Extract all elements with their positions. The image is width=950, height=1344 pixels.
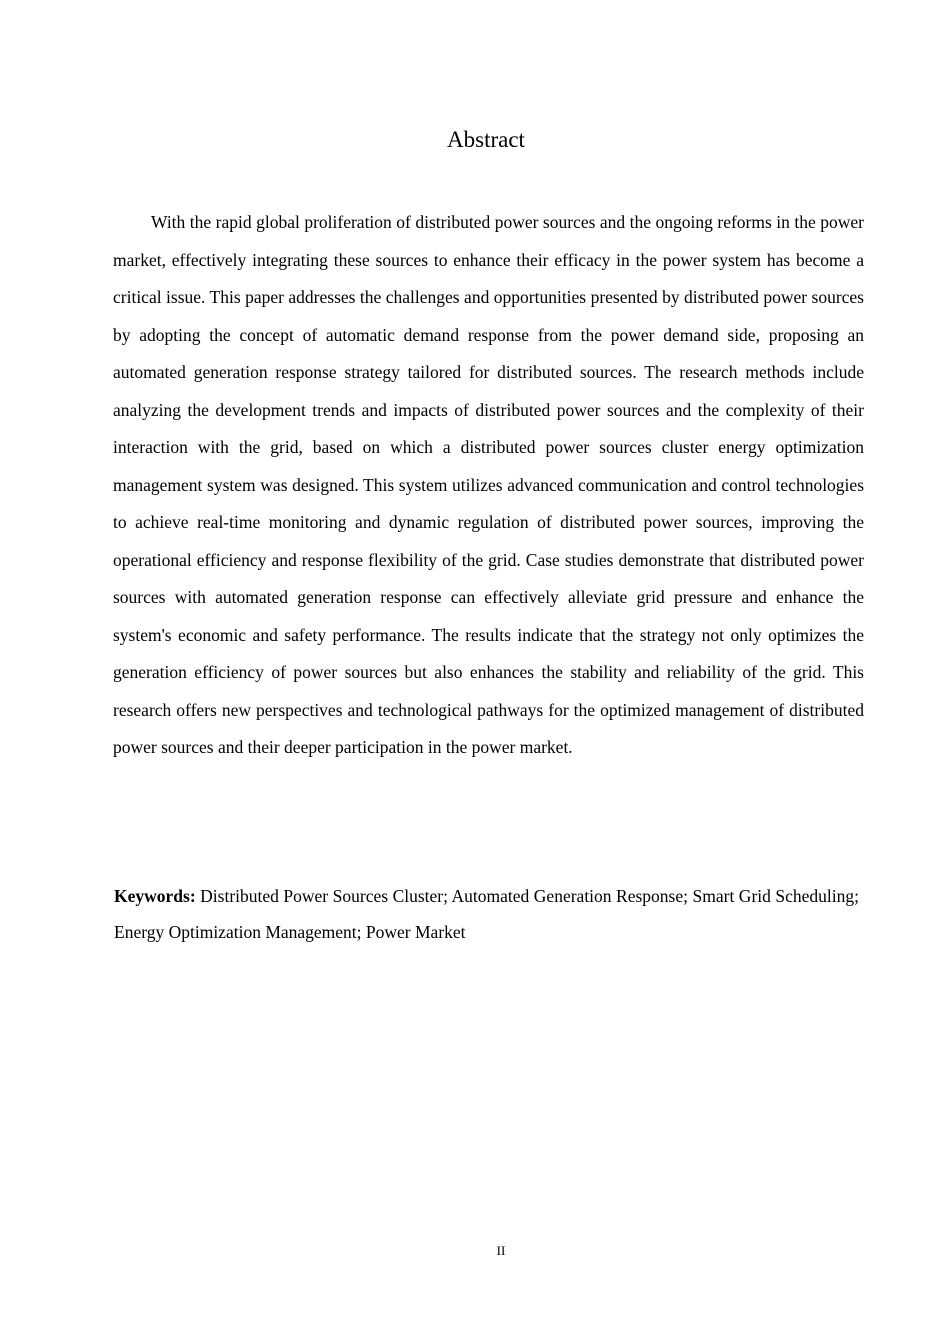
abstract-body: With the rapid global proliferation of distributed power sources and the ongoing reforms in the power market, effectively integrating these sources to enhance their efficacy in the power system has become a critical issue. This paper addresses the challenges and opportunities presented by distributed power sources by adopting the concept of automatic demand response from the power demand side, proposing an automated generation response strategy tailored for distributed sources. The research methods include analyzing the development trends and impacts of distributed power sources and the complexity of their interaction with the grid, based on which a distributed power sources cluster energy optimization management system was designed. This system utilizes advanced communication and control technologies to achieve real-time monitoring and dynamic regulation of distributed power sources, improving the operational efficiency and response flexibility of the grid. Case studies demonstrate that distributed power sources with automated generation response can effectively alleviate grid pressure and enhance the system's economic and safety performance. The results indicate that the strategy not only optimizes the generation efficiency of power sources but also enhances the stability and reliability of the grid. This research offers new perspectives and technological pathways for the optimized management of distributed power sources and their deeper participation in the power market. (113, 212, 864, 757)
keywords-label: Keywords: (114, 886, 196, 906)
keywords-text: Distributed Power Sources Cluster; Automated Generation Response; Smart Grid Scheduling; Energy Optimization Management; Power Market (114, 886, 860, 942)
page-title: Abstract (447, 127, 525, 152)
page-number: II (496, 1243, 506, 1258)
keywords-paragraph (114, 878, 859, 950)
